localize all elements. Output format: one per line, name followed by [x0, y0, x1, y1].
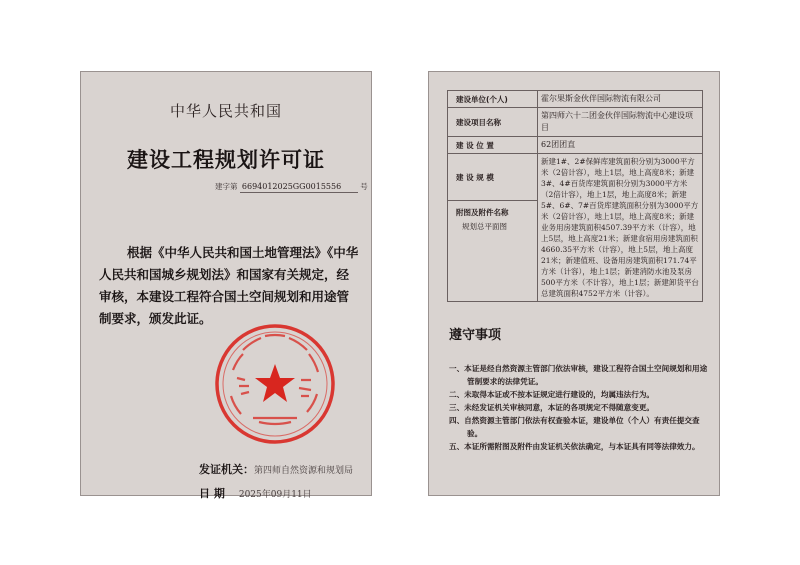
permit-back-card: [428, 71, 720, 496]
row-value: 62团团直: [538, 137, 703, 154]
table-row: [448, 137, 703, 154]
issuer-value: 第四师自然资源和规划局: [254, 466, 354, 476]
row-label: 建 设 位 置: [448, 137, 538, 154]
notice-title: 遵守事项: [449, 328, 502, 343]
table-row: [448, 91, 703, 108]
attachment-name: 规划总平面图: [462, 222, 507, 232]
list-item: 一、本证是经自然资源主管部门依法审核，建设工程符合国土空间规划和用途管制要求的法律凭证。: [449, 364, 708, 386]
official-seal-icon: [213, 322, 337, 446]
issuer-label: 发证机关: [199, 463, 243, 476]
date-value: 2025年09月11日: [238, 490, 312, 500]
issuer-row: 发证机关：第四师自然资源和规划局: [199, 463, 354, 476]
row-label: 建设单位(个人): [448, 91, 538, 108]
list-item: 五、本证所需附图及附件由发证机关依法确定，与本证具有同等法律效力。: [449, 442, 700, 451]
row-value: 新建1#、2#保鲜库建筑面积分别为3000平方米（2倍计容），地上1层，地上高度8米；新建3#、4#百货库建筑面积分别为3000平方米（2倍计容），地上1层，地上高度8米；新建5#、6#、7#百货库建筑面积分别为3000平方米（2倍计容），地上1层，地上高度8米；新建业务用房建筑面积4507.39平方米（计容），地上5层，地上高度21米；新建食宿用房建筑面积4660.35平方米（计容），地上5层，地上高度21米；新建值班、设备用房建筑面积171.74平方米（计容），地上1层；新建消防水池及泵房500平方米（不计容），地上1层；新建卸货平台总建筑面积4752平方米（计容）。: [538, 154, 703, 302]
table-row: [448, 108, 703, 137]
row-label: 附图及附件名称: [456, 208, 509, 218]
permit-number: 6694012025GG0015556: [240, 182, 358, 193]
table-row: [448, 154, 703, 201]
row-value: 霍尔果斯金伙伴国际物流有限公司: [538, 91, 703, 108]
number-label: 建字第: [215, 182, 238, 191]
date-label: 日 期: [199, 487, 225, 500]
notice-list: [449, 362, 709, 453]
date-row: [199, 485, 312, 501]
number-suffix: 号: [360, 182, 368, 191]
list-item: 四、自然资源主管部门依法有权查验本证，建设单位（个人）有责任提交查验。: [449, 416, 700, 438]
permit-title: 建设工程规划许可证: [127, 148, 325, 172]
row-value: 第四师六十二团金伙伴国际物流中心建设项目: [538, 108, 703, 137]
list-item: 三、未经发证机关审核同意，本证的各项规定不得随意变更。: [449, 403, 655, 412]
country-name: 中华人民共和国: [169, 102, 282, 120]
permit-number-row: [215, 181, 368, 193]
permit-body-text: 根据《中华人民共和国土地管理法》《中华人民共和国城乡规划法》和国家有关规定，经审核，本建设工程符合国土空间规划和用途管制要求，颁发此证。: [99, 245, 359, 326]
attachments-label-cell: [448, 201, 538, 302]
row-label: 建设项目名称: [448, 108, 538, 137]
row-label: 建 设 规 模: [448, 154, 538, 201]
list-item: 二、未取得本证或不按本证规定进行建设的，均属违法行为。: [449, 390, 655, 399]
permit-info-table: [447, 90, 703, 302]
